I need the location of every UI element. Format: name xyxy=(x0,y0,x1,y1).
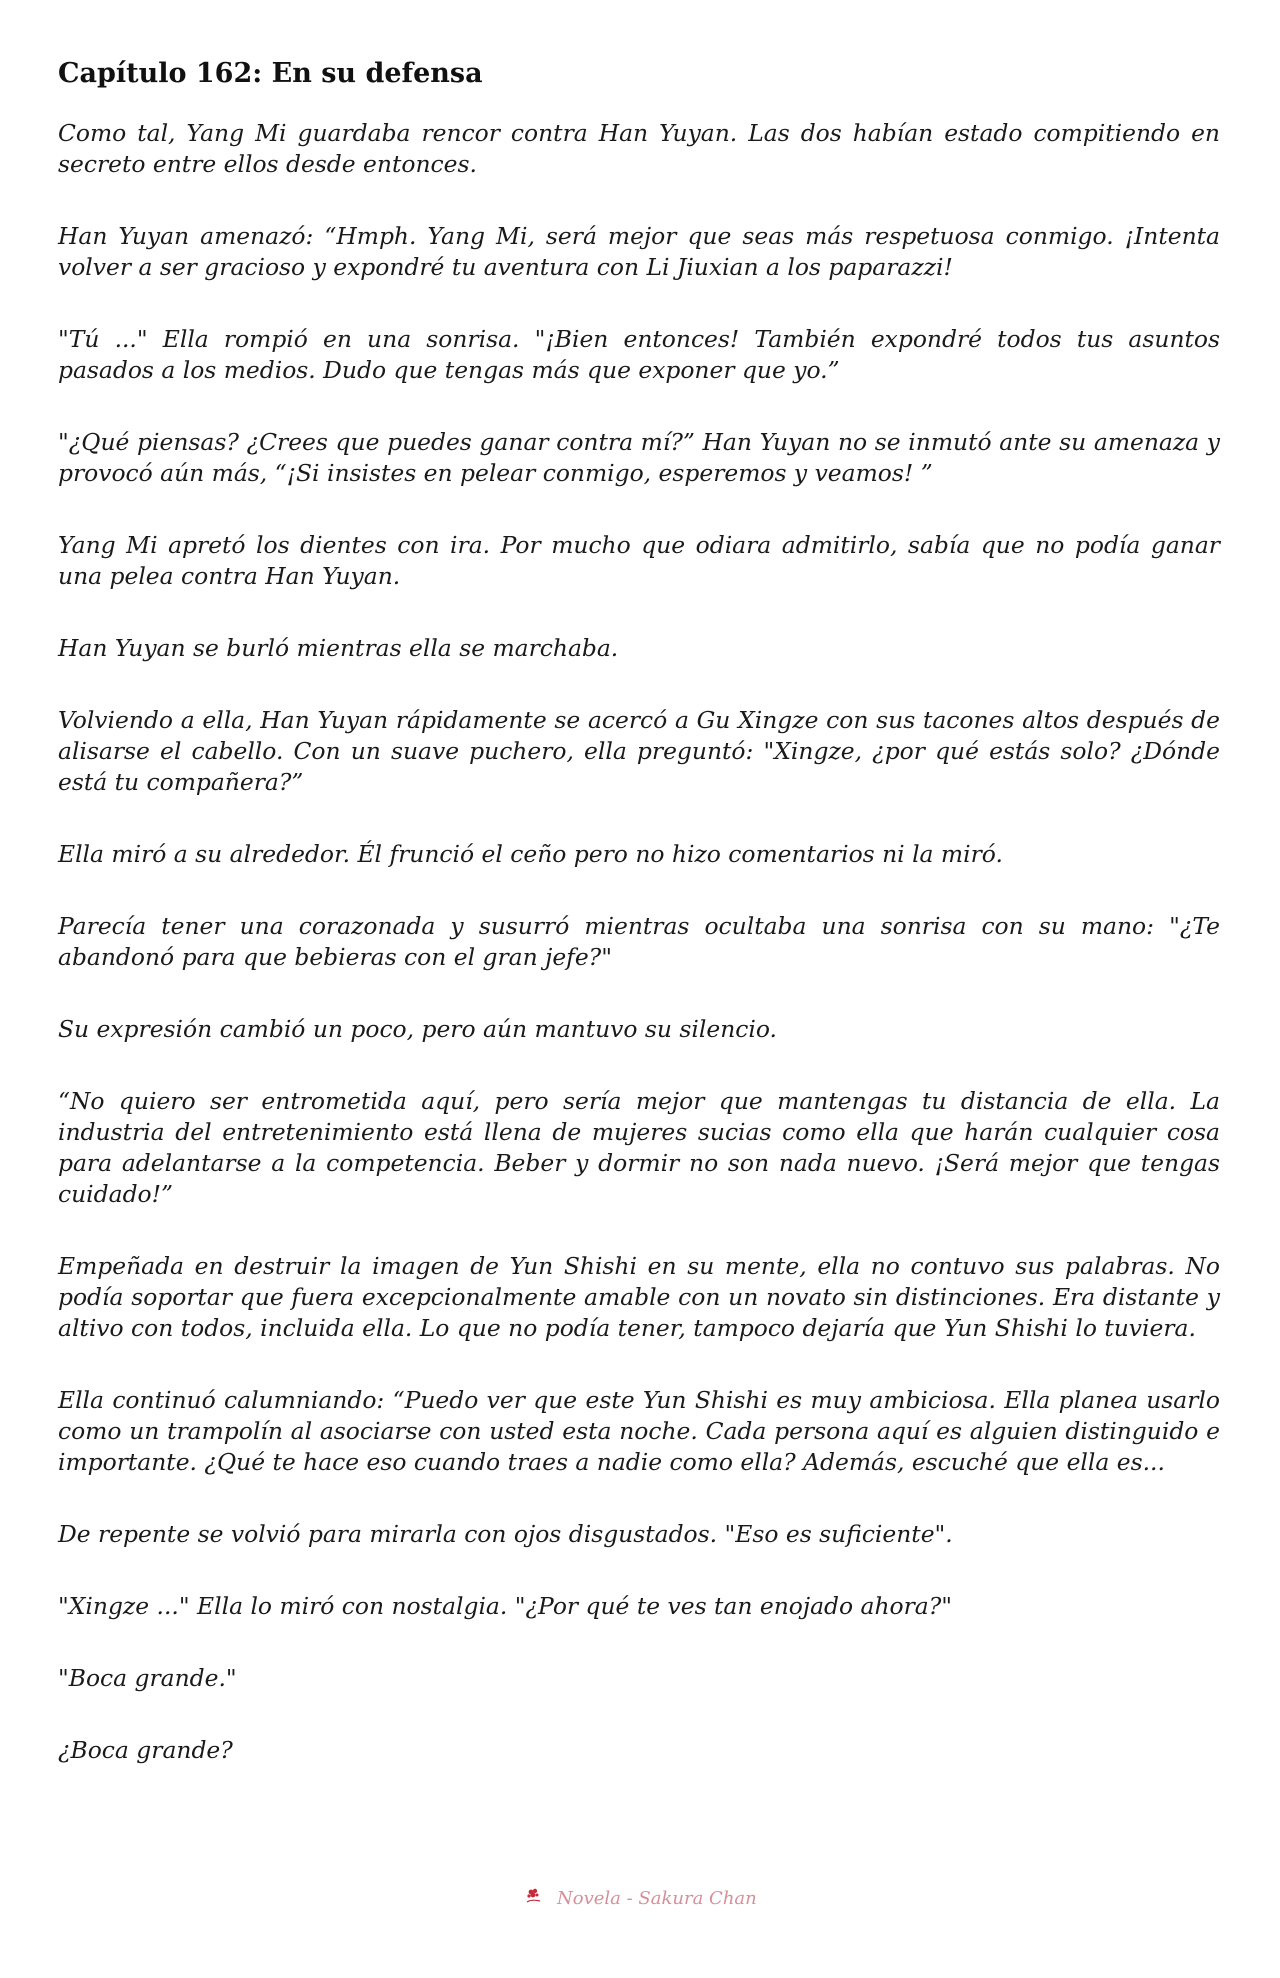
paragraph: Ella continuó calumniando: “Puedo ver que este Yun Shishi es muy ambiciosa. Ella planea usarlo como un trampolín al asociarse con usted esta noche. Cada persona aquí es alguien distinguido e importante. ¿Qué te hace eso cuando traes a nadie como ella? Además, escuché que ella es... xyxy=(58,1386,1220,1476)
watermark-text: Novela - Sakura Chan xyxy=(557,1888,757,1909)
paragraph: Ella miró a su alrededor. Él frunció el ceño pero no hizo comentarios ni la miró. xyxy=(58,840,1003,868)
paragraph: ¿Boca grande? xyxy=(58,1736,233,1764)
paragraph: Parecía tener una corazonada y susurró mientras ocultaba una sonrisa con su mano: "¿Te abandonó para que bebieras con el gran jefe?" xyxy=(58,912,1220,971)
document-page xyxy=(58,56,1220,1807)
chapter-title: Capítulo 162: En su defensa xyxy=(58,58,483,89)
chapter-body xyxy=(58,118,1220,1766)
paragraph: “No quiero ser entrometida aquí, pero sería mejor que mantengas tu distancia de ella. La industria del entretenimiento está llena de mujeres sucias como ella que harán cualquier cosa para adelantarse a la competencia. Beber y dormir no son nada nuevo. ¡Será mejor que tengas cuidado!” xyxy=(58,1087,1220,1208)
paragraph: "¿Qué piensas? ¿Crees que puedes ganar contra mí?” Han Yuyan no se inmutó ante su amenaza y provocó aún más, “¡Si insistes en pelear conmigo, esperemos y veamos! ” xyxy=(58,428,1220,487)
paragraph: "Tú ..." Ella rompió en una sonrisa. "¡Bien entonces! También expondré todos tus asuntos pasados a los medios. Dudo que tengas más que exponer que yo.” xyxy=(58,325,1220,384)
paragraph: De repente se volvió para mirarla con ojos disgustados. "Eso es suficiente". xyxy=(58,1520,953,1548)
paragraph: Han Yuyan amenazó: “Hmph. Yang Mi, será mejor que seas más respetuosa conmigo. ¡Intenta volver a ser gracioso y expondré tu aventura con Li Jiuxian a los paparazzi! xyxy=(58,222,1220,281)
paragraph: "Xingze ..." Ella lo miró con nostalgia. "¿Por qué te ves tan enojado ahora?" xyxy=(58,1592,953,1620)
paragraph: Como tal, Yang Mi guardaba rencor contra Han Yuyan. Las dos habían estado compitiendo en secreto entre ellos desde entonces. xyxy=(58,119,1220,178)
paragraph: "Boca grande." xyxy=(58,1664,237,1692)
paragraph: Empeñada en destruir la imagen de Yun Shishi en su mente, ella no contuvo sus palabras. No podía soportar que fuera excepcionalmente amable con un novato sin distinciones. Era distante y altivo con todos, incluida ella. Lo que no podía tener, tampoco dejaría que Yun Shishi lo tuviera. xyxy=(58,1252,1220,1342)
sakura-flower-icon xyxy=(523,1886,545,1911)
watermark xyxy=(0,1886,1280,1911)
paragraph: Han Yuyan se burló mientras ella se marchaba. xyxy=(58,634,619,662)
paragraph: Su expresión cambió un poco, pero aún mantuvo su silencio. xyxy=(58,1015,777,1043)
paragraph: Yang Mi apretó los dientes con ira. Por mucho que odiara admitirlo, sabía que no podía ganar una pelea contra Han Yuyan. xyxy=(58,531,1220,590)
paragraph: Volviendo a ella, Han Yuyan rápidamente se acercó a Gu Xingze con sus tacones altos después de alisarse el cabello. Con un suave puchero, ella preguntó: "Xingze, ¿por qué estás solo? ¿Dónde está tu compañera?” xyxy=(58,706,1220,796)
